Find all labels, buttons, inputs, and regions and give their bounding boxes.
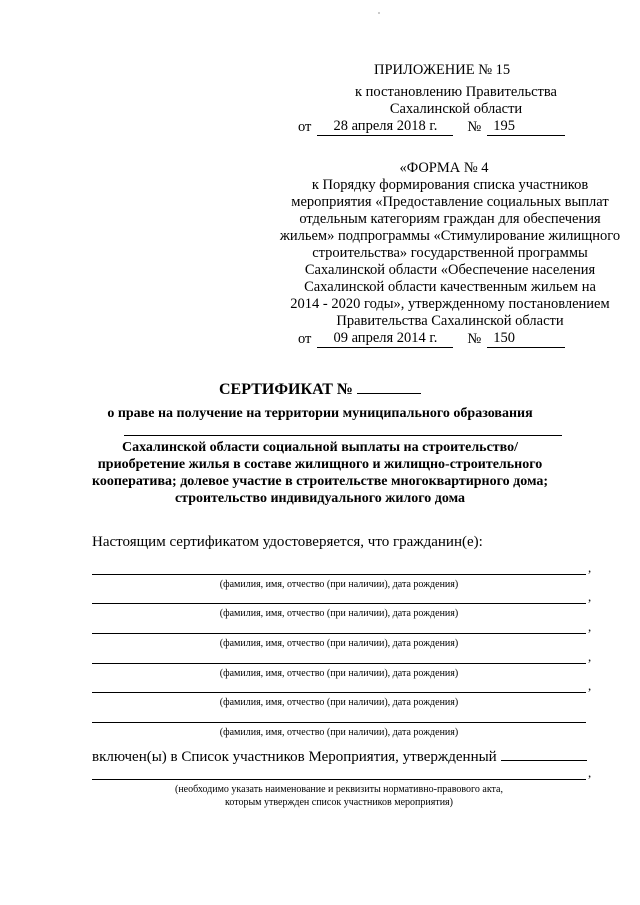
- appendix-block: [296, 62, 616, 136]
- row-comma: ,: [588, 649, 592, 664]
- citizen-blank[interactable]: [92, 722, 586, 723]
- form-line: отдельным категориям граждан для обеспечения: [299, 211, 601, 227]
- municipality-blank[interactable]: [124, 435, 562, 436]
- certificate-number-blank[interactable]: [357, 380, 421, 394]
- row-comma: ,: [588, 589, 592, 604]
- certificate-body-line: приобретение жилья в составе жилищного и жилищно-строительного: [97, 457, 543, 472]
- act-blank[interactable]: [92, 779, 586, 780]
- certificate-body-line: кооператива; долевое участие в строительстве многоквартирного дома;: [91, 474, 549, 489]
- certificate-body-line: Сахалинской области социальной выплаты на строительство/: [121, 440, 519, 455]
- citizen-caption: (фамилия, имя, отчество (при наличии), дата рождения): [219, 638, 459, 649]
- form-title: «ФОРМА № 4: [399, 160, 489, 176]
- from-label: от: [298, 331, 312, 347]
- scan-artifact: [378, 12, 380, 14]
- certificate-title-row: [0, 380, 640, 399]
- appendix-dateline: [298, 118, 616, 136]
- certificate-body-line: строительство индивидуального жилого дома: [174, 491, 466, 506]
- citizen-blank[interactable]: [92, 663, 586, 664]
- form-date: 09 апреля 2014 г.: [317, 330, 453, 348]
- certificate-subtitle: о праве на получение на территории муниципального образования: [107, 406, 533, 421]
- form-line: Правительства Сахалинской области: [336, 313, 564, 329]
- certificate-title: СЕРТИФИКАТ №: [219, 381, 353, 398]
- row-comma: ,: [588, 560, 592, 575]
- from-label: от: [298, 119, 312, 135]
- citizen-caption: (фамилия, имя, отчество (при наличии), дата рождения): [219, 579, 459, 590]
- citizen-blank[interactable]: [92, 692, 586, 693]
- included-line: [92, 746, 587, 766]
- citizen-blank[interactable]: [92, 633, 586, 634]
- row-comma: ,: [588, 678, 592, 693]
- form-line: мероприятия «Предоставление социальных выплат: [291, 194, 609, 210]
- citizen-caption: (фамилия, имя, отчество (при наличии), дата рождения): [219, 697, 459, 708]
- certificate-body: [40, 439, 600, 507]
- citizen-blank[interactable]: [92, 574, 586, 575]
- form-number: 150: [487, 330, 565, 348]
- number-label: №: [467, 331, 482, 347]
- act-note: [92, 783, 586, 809]
- included-text: включен(ы) в Список участников Мероприятия, утвержденный: [92, 749, 497, 765]
- row-comma: ,: [588, 619, 592, 634]
- row-comma: ,: [588, 765, 592, 780]
- form-line: 2014 - 2020 годы», утвержденному постановлением: [290, 296, 610, 312]
- form-dateline: [298, 330, 624, 348]
- number-label: №: [467, 119, 482, 135]
- citizen-caption: (фамилия, имя, отчество (при наличии), дата рождения): [219, 608, 459, 619]
- form-line: Сахалинской области «Обеспечение населения: [304, 262, 596, 278]
- form-line: жильем» подпрограммы «Стимулирование жилищного: [279, 228, 621, 244]
- appendix-date: 28 апреля 2018 г.: [317, 118, 453, 136]
- approval-blank[interactable]: [501, 746, 587, 761]
- citizen-caption: (фамилия, имя, отчество (при наличии), дата рождения): [219, 668, 459, 679]
- intro-text: Настоящим сертификатом удостоверяется, что гражданин(е):: [92, 534, 483, 550]
- form-line: к Порядку формирования списка участников: [311, 177, 589, 193]
- citizen-blank[interactable]: [92, 603, 586, 604]
- form-line: строительства» государственной программы: [312, 245, 588, 261]
- appendix-number: 195: [487, 118, 565, 136]
- form-line: Сахалинской области качественным жильем на: [304, 279, 596, 295]
- act-note-line: которым утвержден список участников мероприятия): [225, 797, 453, 808]
- appendix-region: Сахалинской области: [389, 101, 523, 117]
- citizen-caption: (фамилия, имя, отчество (при наличии), дата рождения): [219, 727, 459, 738]
- appendix-title: ПРИЛОЖЕНИЕ № 15: [374, 62, 511, 78]
- form-block: [276, 160, 624, 348]
- act-note-line: (необходимо указать наименование и реквизиты нормативно-правового акта,: [175, 784, 503, 795]
- appendix-resolution: к постановлению Правительства: [355, 84, 557, 100]
